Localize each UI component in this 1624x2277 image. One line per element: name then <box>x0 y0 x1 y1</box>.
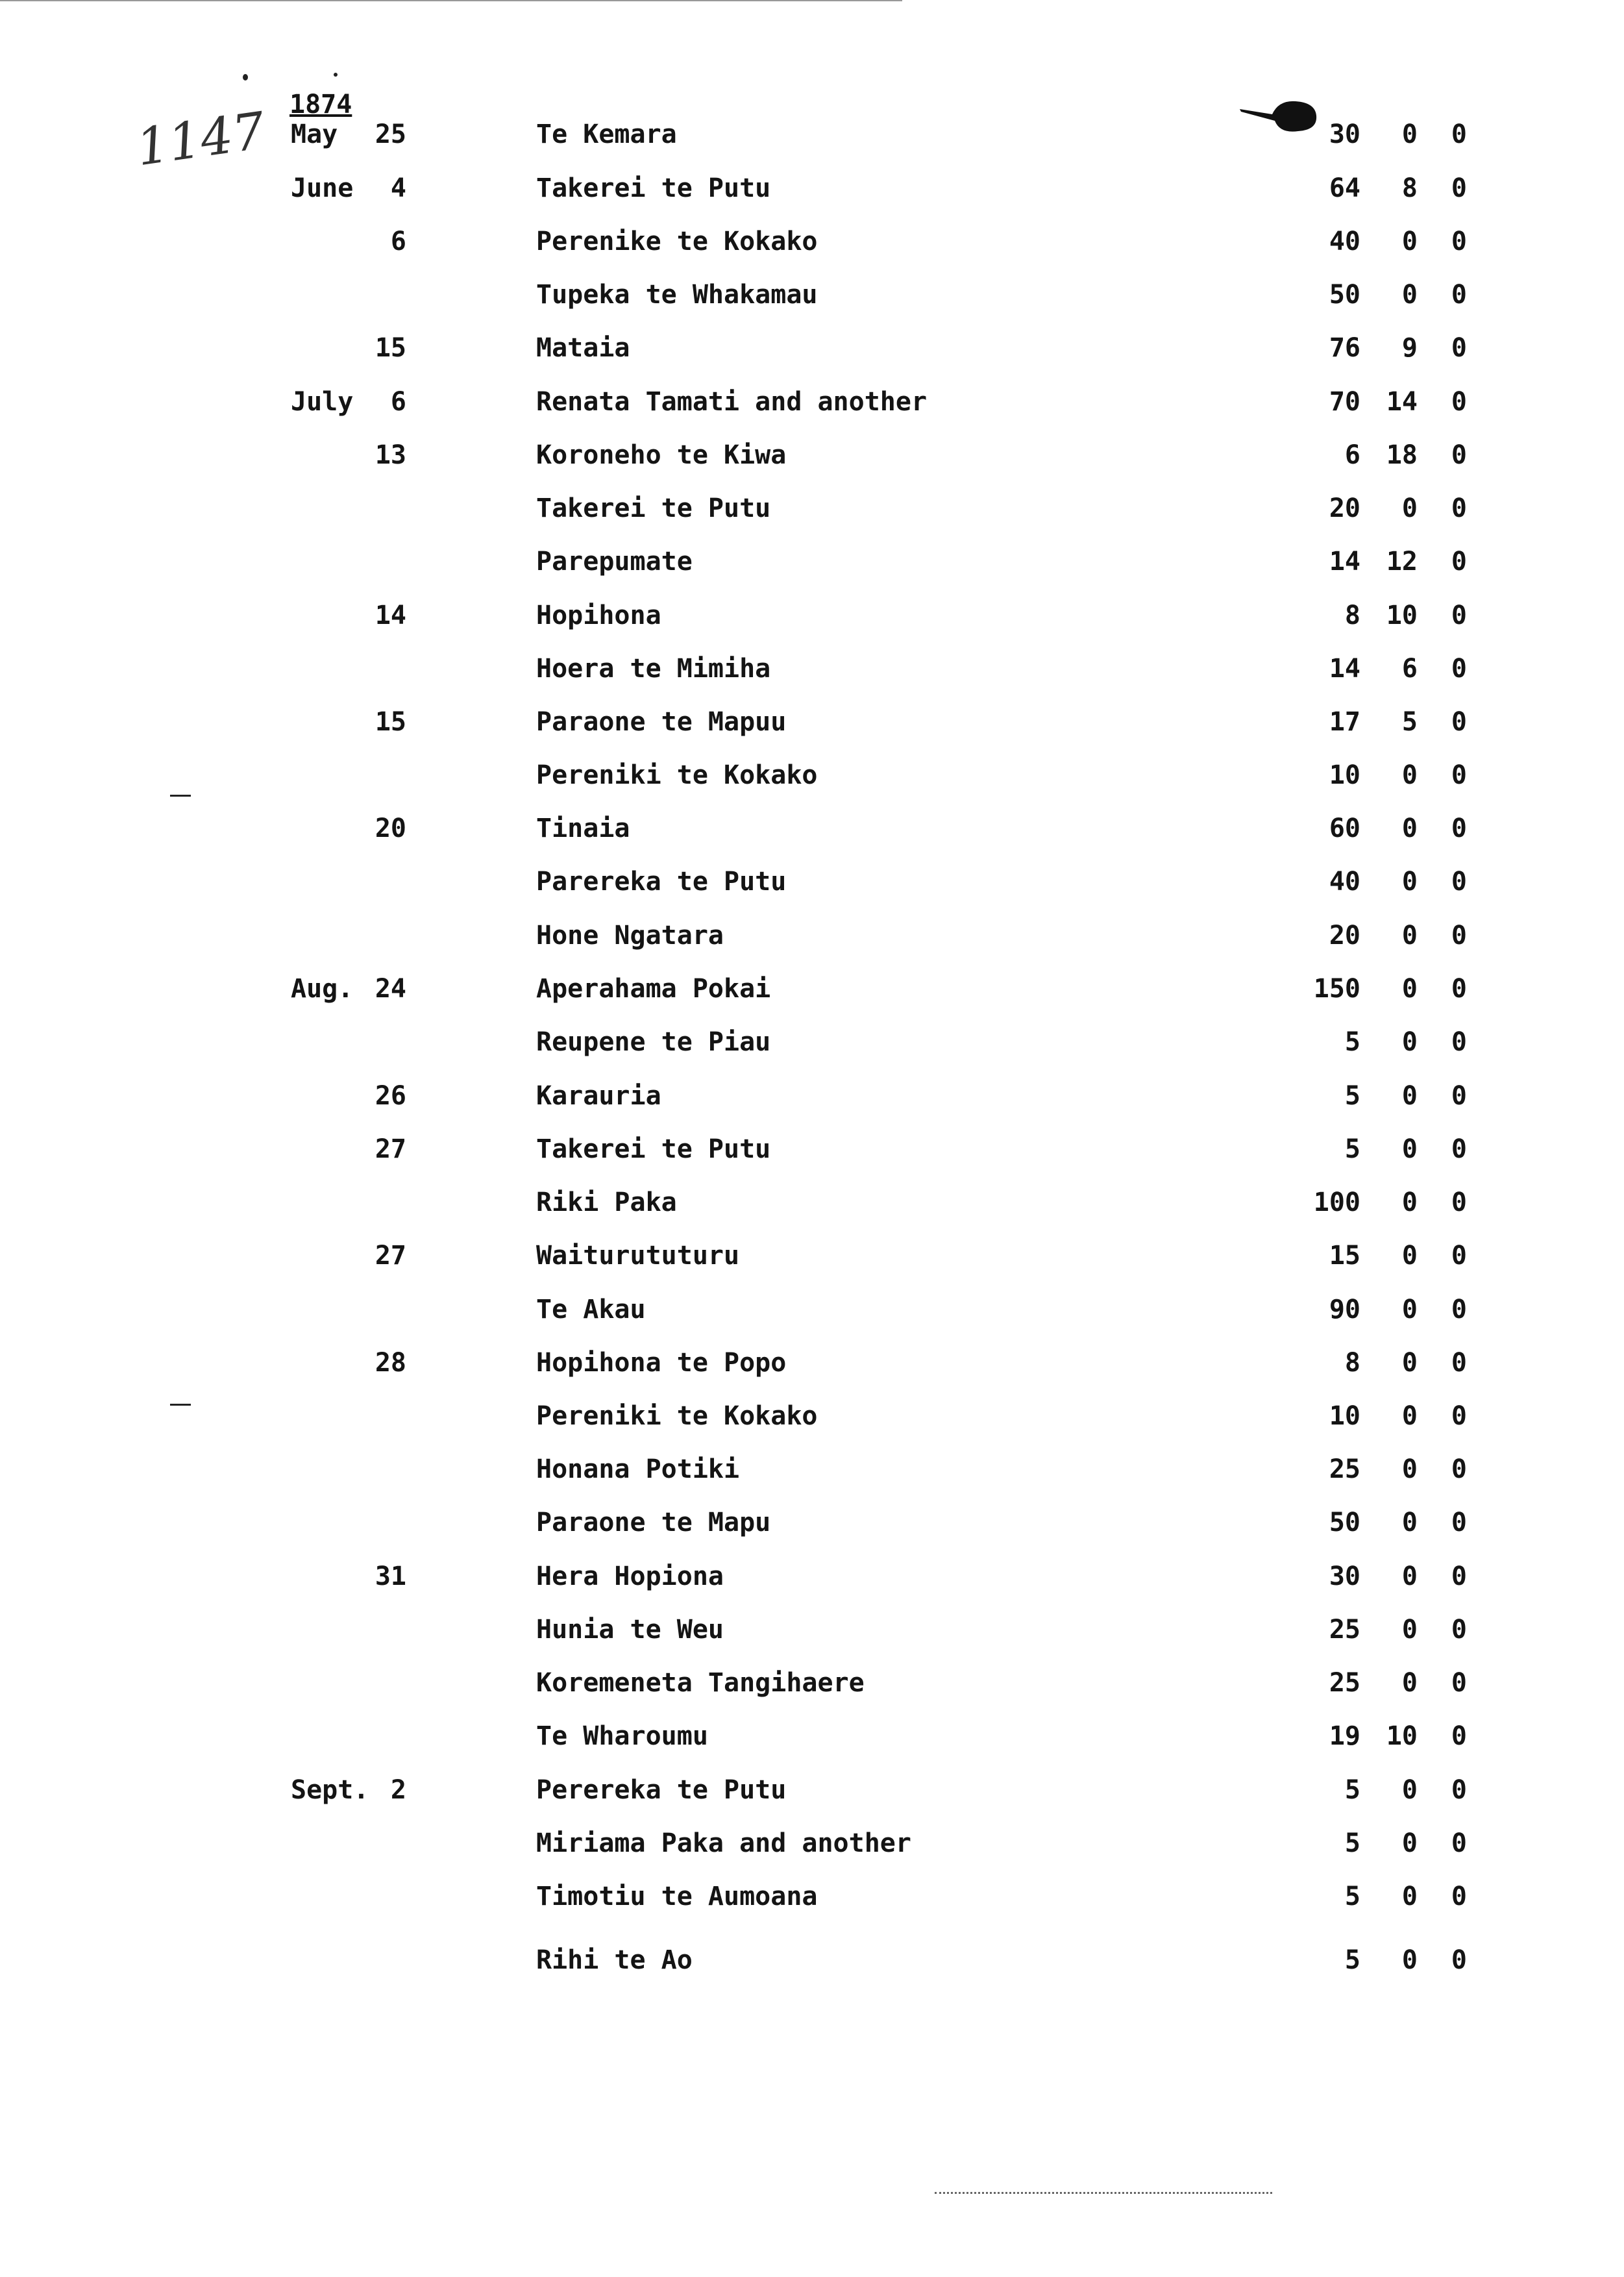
entry-shillings: 8 <box>1401 173 1418 203</box>
entry-pounds: 60 <box>1329 814 1360 843</box>
ledger-row <box>0 329 1624 367</box>
ledger-row <box>0 1503 1624 1542</box>
entry-shillings: 0 <box>1401 1295 1418 1325</box>
ledger-row <box>0 169 1624 208</box>
ledger-row <box>0 542 1624 581</box>
entry-pounds: 50 <box>1329 280 1360 310</box>
entry-name: Takerei te Putu <box>536 493 771 523</box>
entry-pounds: 100 <box>1313 1188 1360 1217</box>
entry-shillings: 0 <box>1401 1668 1418 1698</box>
entry-pence: 0 <box>1451 1241 1467 1271</box>
ledger-row <box>0 1236 1624 1275</box>
entry-shillings: 0 <box>1401 1562 1418 1591</box>
entry-pence: 0 <box>1451 654 1467 684</box>
entry-pence: 0 <box>1451 1134 1467 1164</box>
entry-pence: 0 <box>1451 974 1467 1004</box>
entry-pounds: 5 <box>1344 1945 1360 1975</box>
entry-shillings: 0 <box>1401 1241 1418 1271</box>
entry-pence: 0 <box>1451 1188 1467 1217</box>
entry-pounds: 25 <box>1329 1454 1360 1484</box>
entry-name: Pereniki te Kokako <box>536 1401 818 1431</box>
entry-shillings: 0 <box>1401 1882 1418 1911</box>
entry-pence: 0 <box>1451 387 1467 417</box>
ledger-row <box>0 1663 1624 1702</box>
entry-name: Takerei te Putu <box>536 1134 771 1164</box>
entry-day: 13 <box>375 440 406 470</box>
entry-pounds: 8 <box>1344 1348 1360 1378</box>
ledger-row <box>0 649 1624 688</box>
entry-pounds: 20 <box>1329 493 1360 523</box>
entry-pounds: 5 <box>1344 1081 1360 1111</box>
ledger-row <box>0 809 1624 848</box>
entry-shillings: 0 <box>1401 1134 1418 1164</box>
ink-speck <box>243 74 248 81</box>
entry-name: Tinaia <box>536 814 630 843</box>
entry-pounds: 19 <box>1329 1721 1360 1751</box>
entry-day: 27 <box>375 1241 406 1271</box>
entry-pence: 0 <box>1451 921 1467 951</box>
entry-pounds: 5 <box>1344 1828 1360 1858</box>
ledger-row <box>0 115 1624 154</box>
ledger-row <box>0 1877 1624 1916</box>
entry-shillings: 0 <box>1401 493 1418 523</box>
entry-name: Koremeneta Tangihaere <box>536 1668 865 1698</box>
entry-pounds: 14 <box>1329 547 1360 577</box>
entry-shillings: 0 <box>1401 1081 1418 1111</box>
entry-name: Hera Hopiona <box>536 1562 724 1591</box>
entry-shillings: 0 <box>1401 1454 1418 1484</box>
entry-pounds: 25 <box>1329 1615 1360 1645</box>
entry-shillings: 0 <box>1401 1775 1418 1805</box>
entry-name: Koroneho te Kiwa <box>536 440 787 470</box>
entry-pounds: 14 <box>1329 654 1360 684</box>
entry-shillings: 0 <box>1401 867 1418 897</box>
ledger-row <box>0 275 1624 314</box>
entry-pounds: 10 <box>1329 1401 1360 1431</box>
entry-name: Honana Potiki <box>536 1454 740 1484</box>
entry-shillings: 12 <box>1386 547 1418 577</box>
entry-pence: 0 <box>1451 601 1467 630</box>
entry-name: Karauria <box>536 1081 661 1111</box>
ledger-row <box>0 489 1624 528</box>
entry-name: Parepumate <box>536 547 693 577</box>
entry-shillings: 14 <box>1386 387 1418 417</box>
entry-day: 31 <box>375 1562 406 1591</box>
entry-month: Aug. <box>291 974 354 1004</box>
entry-day: 25 <box>375 119 406 149</box>
entry-shillings: 0 <box>1401 227 1418 256</box>
entry-pence: 0 <box>1451 440 1467 470</box>
entry-pounds: 5 <box>1344 1134 1360 1164</box>
entry-day: 15 <box>375 707 406 737</box>
entry-pence: 0 <box>1451 1027 1467 1057</box>
entry-pounds: 76 <box>1329 333 1360 363</box>
ledger-row <box>0 1771 1624 1810</box>
entry-pence: 0 <box>1451 760 1467 790</box>
entry-shillings: 0 <box>1401 1828 1418 1858</box>
ledger-row <box>0 1076 1624 1115</box>
entry-name: Te Wharoumu <box>536 1721 708 1751</box>
entry-day: 2 <box>390 1775 406 1805</box>
entry-name: Miriama Paka and another <box>536 1828 911 1858</box>
entry-day: 6 <box>390 387 406 417</box>
entry-pence: 0 <box>1451 1668 1467 1698</box>
entry-pence: 0 <box>1451 1562 1467 1591</box>
entry-pence: 0 <box>1451 119 1467 149</box>
entry-name: Hone Ngatara <box>536 921 724 951</box>
entry-name: Timotiu te Aumoana <box>536 1882 818 1911</box>
entry-shillings: 0 <box>1401 1945 1418 1975</box>
entry-pounds: 8 <box>1344 601 1360 630</box>
ledger-row <box>0 1130 1624 1169</box>
ledger-row <box>0 1290 1624 1329</box>
entry-pounds: 50 <box>1329 1508 1360 1537</box>
entry-shillings: 0 <box>1401 1508 1418 1537</box>
entry-name: Te Kemara <box>536 119 677 149</box>
entry-pence: 0 <box>1451 1295 1467 1325</box>
ledger-row <box>0 382 1624 421</box>
entry-shillings: 0 <box>1401 1401 1418 1431</box>
entry-day: 24 <box>375 974 406 1004</box>
page-top-edge <box>0 0 902 1</box>
ledger-row <box>0 969 1624 1008</box>
entry-pounds: 40 <box>1329 867 1360 897</box>
entry-name: Takerei te Putu <box>536 173 771 203</box>
entry-shillings: 18 <box>1386 440 1418 470</box>
entry-pence: 0 <box>1451 1721 1467 1751</box>
entry-shillings: 0 <box>1401 814 1418 843</box>
entry-pounds: 30 <box>1329 1562 1360 1591</box>
ledger-row <box>0 596 1624 635</box>
entry-pence: 0 <box>1451 1508 1467 1537</box>
entry-name: Hoera te Mimiha <box>536 654 771 684</box>
entry-pounds: 30 <box>1329 119 1360 149</box>
entry-name: Paraone te Mapu <box>536 1508 771 1537</box>
ledger-row <box>0 1450 1624 1489</box>
entry-pounds: 90 <box>1329 1295 1360 1325</box>
entry-shillings: 0 <box>1401 280 1418 310</box>
entry-pence: 0 <box>1451 867 1467 897</box>
entry-pence: 0 <box>1451 1081 1467 1111</box>
entry-shillings: 0 <box>1401 1348 1418 1378</box>
dotted-rule <box>935 2192 1272 2194</box>
entry-day: 26 <box>375 1081 406 1111</box>
entry-pounds: 5 <box>1344 1882 1360 1911</box>
entry-pence: 0 <box>1451 333 1467 363</box>
entry-shillings: 0 <box>1401 974 1418 1004</box>
entry-pence: 0 <box>1451 1401 1467 1431</box>
entry-pounds: 20 <box>1329 921 1360 951</box>
entry-name: Hopihona <box>536 601 661 630</box>
entry-pence: 0 <box>1451 1882 1467 1911</box>
ledger-row <box>0 1610 1624 1649</box>
entry-shillings: 0 <box>1401 1188 1418 1217</box>
entry-name: Tupeka te Whakamau <box>536 280 818 310</box>
entry-pence: 0 <box>1451 1454 1467 1484</box>
entry-pence: 0 <box>1451 1615 1467 1645</box>
folio-number: 1147 <box>132 101 269 178</box>
entry-pounds: 6 <box>1344 440 1360 470</box>
entry-pounds: 5 <box>1344 1027 1360 1057</box>
entry-pounds: 150 <box>1313 974 1360 1004</box>
entry-pence: 0 <box>1451 1348 1467 1378</box>
entry-name: Paraone te Mapuu <box>536 707 787 737</box>
ink-speck <box>334 73 338 77</box>
margin-mark <box>170 795 191 797</box>
entry-pounds: 25 <box>1329 1668 1360 1698</box>
entry-name: Reupene te Piau <box>536 1027 771 1057</box>
entry-shillings: 6 <box>1401 654 1418 684</box>
entry-pence: 0 <box>1451 547 1467 577</box>
ledger-row <box>0 436 1624 475</box>
entry-name: Perenike te Kokako <box>536 227 818 256</box>
entry-name: Hunia te Weu <box>536 1615 724 1645</box>
entry-pence: 0 <box>1451 1945 1467 1975</box>
entry-pence: 0 <box>1451 493 1467 523</box>
ledger-row <box>0 1343 1624 1382</box>
entry-day: 27 <box>375 1134 406 1164</box>
entry-day: 4 <box>390 173 406 203</box>
ledger-row <box>0 703 1624 741</box>
entry-pounds: 10 <box>1329 760 1360 790</box>
year-heading: 1874 <box>289 90 352 119</box>
entry-pence: 0 <box>1451 280 1467 310</box>
entry-name: Waiturututuru <box>536 1241 740 1271</box>
ledger-row <box>0 1397 1624 1436</box>
entry-pence: 0 <box>1451 1775 1467 1805</box>
entry-month: June <box>291 173 354 203</box>
entry-day: 20 <box>375 814 406 843</box>
ledger-row <box>0 1183 1624 1222</box>
entry-shillings: 0 <box>1401 1615 1418 1645</box>
entry-name: Aperahama Pokai <box>536 974 771 1004</box>
entry-name: Mataia <box>536 333 630 363</box>
entry-day: 28 <box>375 1348 406 1378</box>
entry-shillings: 9 <box>1401 333 1418 363</box>
entry-name: Riki Paka <box>536 1188 677 1217</box>
entry-shillings: 0 <box>1401 119 1418 149</box>
ledger-row <box>0 222 1624 261</box>
entry-shillings: 10 <box>1386 601 1418 630</box>
entry-month: Sept. <box>291 1775 369 1805</box>
entry-name: Pereniki te Kokako <box>536 760 818 790</box>
entry-pounds: 5 <box>1344 1775 1360 1805</box>
ledger-row <box>0 1023 1624 1062</box>
entry-shillings: 10 <box>1386 1721 1418 1751</box>
entry-pence: 0 <box>1451 814 1467 843</box>
ledger-row <box>0 862 1624 901</box>
entry-pence: 0 <box>1451 173 1467 203</box>
entry-pounds: 40 <box>1329 227 1360 256</box>
entry-day: 15 <box>375 333 406 363</box>
ledger-row <box>0 1824 1624 1863</box>
entry-name: Parereka te Putu <box>536 867 787 897</box>
entry-shillings: 5 <box>1401 707 1418 737</box>
entry-month: May <box>291 119 338 149</box>
entry-pounds: 70 <box>1329 387 1360 417</box>
entry-name: Perereka te Putu <box>536 1775 787 1805</box>
entry-day: 6 <box>390 227 406 256</box>
entry-name: Hopihona te Popo <box>536 1348 787 1378</box>
entry-name: Te Akau <box>536 1295 646 1325</box>
entry-shillings: 0 <box>1401 760 1418 790</box>
entry-name: Rihi te Ao <box>536 1945 693 1975</box>
ledger-row <box>0 1557 1624 1596</box>
ledger-row <box>0 916 1624 955</box>
entry-name: Renata Tamati and another <box>536 387 928 417</box>
ledger-row <box>0 756 1624 795</box>
entry-pounds: 64 <box>1329 173 1360 203</box>
entry-pence: 0 <box>1451 227 1467 256</box>
entry-day: 14 <box>375 601 406 630</box>
entry-month: July <box>291 387 354 417</box>
entry-pounds: 17 <box>1329 707 1360 737</box>
entry-shillings: 0 <box>1401 1027 1418 1057</box>
entry-pounds: 15 <box>1329 1241 1360 1271</box>
entry-pence: 0 <box>1451 1828 1467 1858</box>
entry-shillings: 0 <box>1401 921 1418 951</box>
ledger-row <box>0 1717 1624 1756</box>
entry-pence: 0 <box>1451 707 1467 737</box>
ledger-row <box>0 1941 1624 1980</box>
